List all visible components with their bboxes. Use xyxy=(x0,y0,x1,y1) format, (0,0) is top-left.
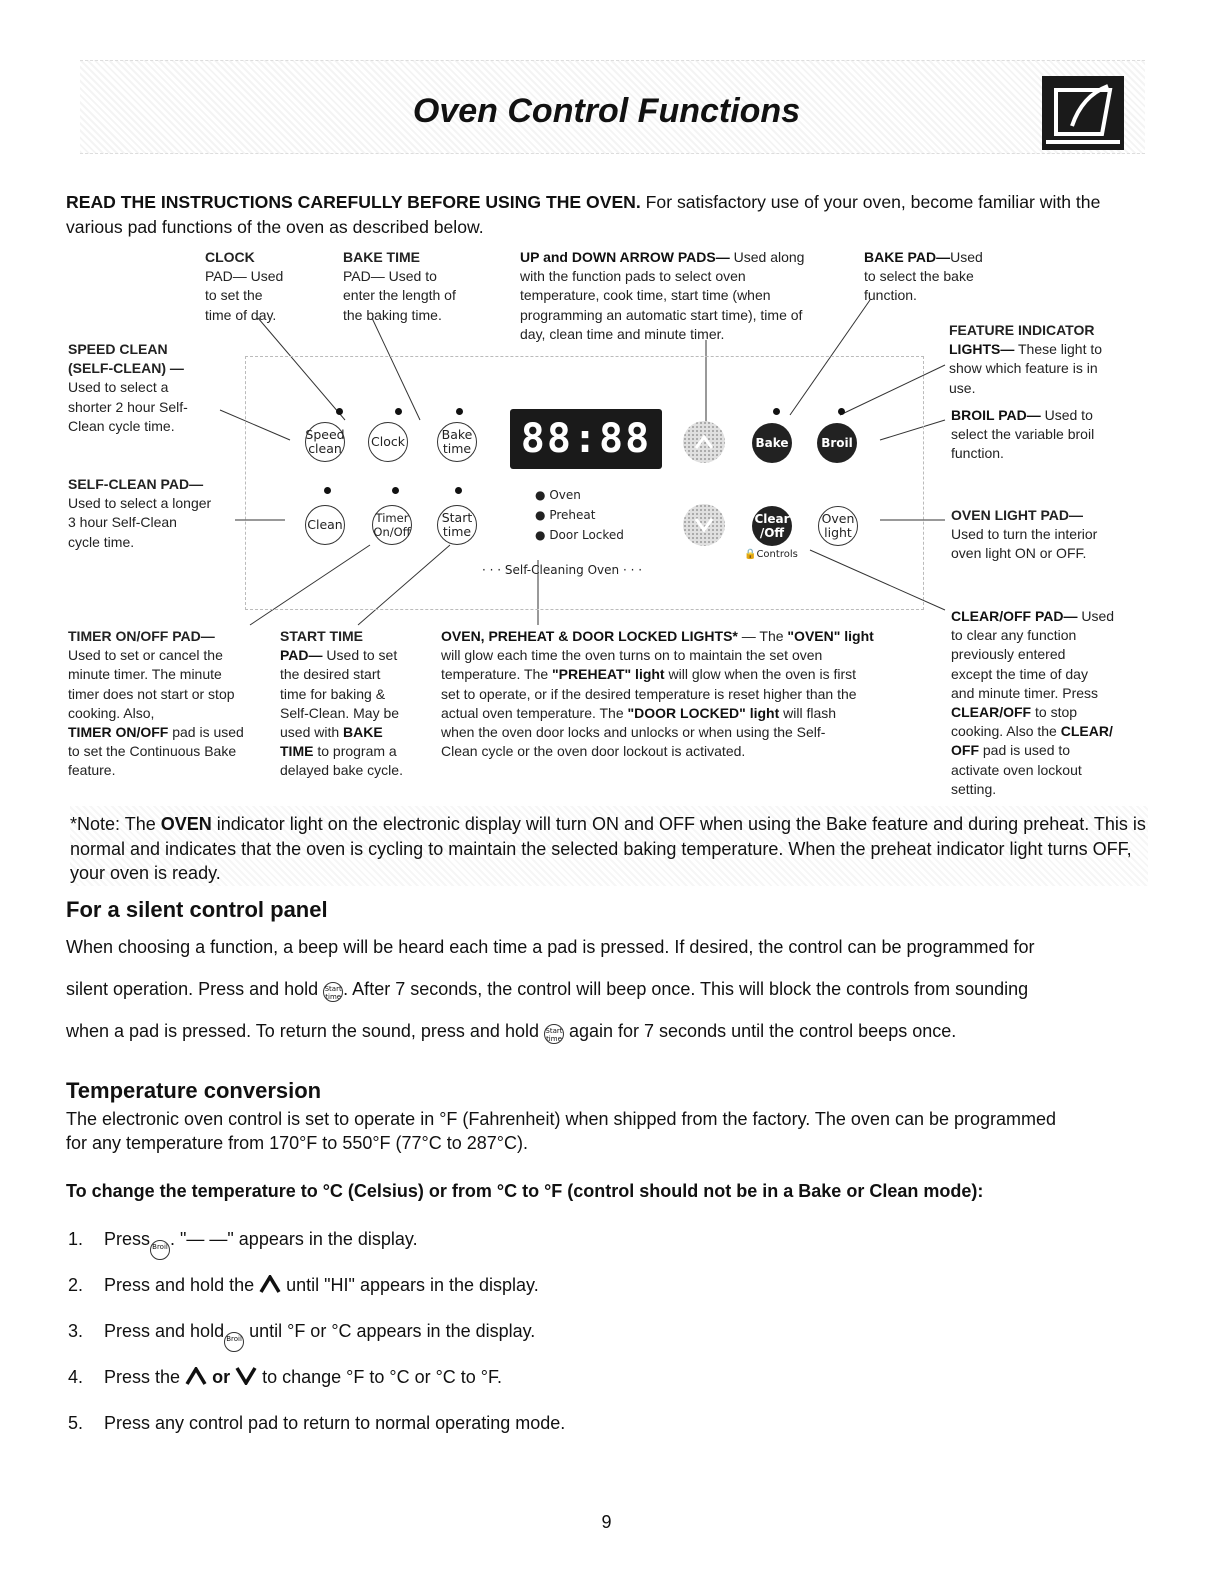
callout-line: PAD— Used to xyxy=(343,268,437,285)
callout-line: delayed bake cycle. xyxy=(280,762,403,779)
self-cleaning-label xyxy=(482,563,642,577)
callout-line: time of day. xyxy=(205,306,277,323)
callout-title: CLEAR/OFF PAD— xyxy=(951,608,1078,624)
callout-line: Self-Clean. May be xyxy=(280,704,400,721)
callout-line: temperature, cook time, start time (when xyxy=(520,287,771,304)
bake-time-pad[interactable]: Bake time xyxy=(437,422,477,462)
body-line: The electronic oven control is set to operate in °F (Fahrenheit) when shipped from the factory. The oven can be programmed xyxy=(66,1109,1057,1129)
pad-indicator-dot xyxy=(392,487,399,494)
callout-line: Used to turn the interior xyxy=(951,526,1098,543)
clock-pad[interactable]: Clock xyxy=(368,422,408,462)
callout-line: pad is used to xyxy=(979,742,1071,759)
pad-indicator-dot xyxy=(336,408,343,415)
callout-line: enter the length of xyxy=(343,287,456,304)
start-time-pad-icon: Start time xyxy=(544,1024,564,1044)
intro-text: For satisfactory use of your oven, become familiar with the various pad functions of the oven as described below. xyxy=(66,192,1101,237)
intro-bold: READ THE INSTRUCTIONS CAREFULLY BEFORE USING THE OVEN. xyxy=(66,192,641,212)
callout-title: (SELF-CLEAN) — xyxy=(68,360,184,377)
callout-line: Used along xyxy=(729,249,805,265)
dots: · · · xyxy=(482,563,502,577)
timer-on-off-pad[interactable]: Timer On/Off xyxy=(372,505,412,545)
clear-off-pad[interactable]: Clear /Off xyxy=(752,506,792,546)
step-3 xyxy=(68,1308,565,1354)
callout-line: show which feature is in xyxy=(949,360,1098,377)
broil-pad[interactable]: Broil xyxy=(817,423,857,463)
dots: · · · xyxy=(622,563,643,577)
clean-pad[interactable]: Clean xyxy=(305,505,345,545)
note-bold: OVEN xyxy=(160,814,212,834)
step-text: Press any control pad to return to normal operating mode. xyxy=(104,1413,566,1433)
callout-line: when the oven door locks and unlocks or when using the Self- xyxy=(441,724,826,741)
body-line: for any temperature from 170°F to 550°F (77°C to 287°C). xyxy=(66,1133,528,1153)
callout-line: — The xyxy=(737,628,788,644)
step-text: . "— —" appears in the display. xyxy=(170,1229,418,1249)
callout-line: use. xyxy=(949,379,976,396)
step-text: Press the xyxy=(104,1367,181,1387)
callout-line: function. xyxy=(951,445,1004,462)
callout-title: UP and DOWN ARROW PADS— xyxy=(520,249,730,265)
section-heading: For a silent control panel xyxy=(66,897,328,922)
steps-list xyxy=(68,1216,565,1446)
silent-body xyxy=(66,926,1156,1052)
up-arrow-pad[interactable] xyxy=(683,421,725,463)
indicator-preheat: Preheat xyxy=(549,508,596,522)
callout-line: cooking. Also the xyxy=(951,723,1061,740)
digital-display: 88:88 xyxy=(510,409,662,469)
note-text: *Note: The xyxy=(70,814,161,834)
callout-line: will flash xyxy=(779,704,837,721)
callout-line: to program a xyxy=(313,743,397,760)
note-text: indicator light on the electronic display will turn ON and OFF when using the Bake feature and during preheat. This is normal and indicates that the oven is cycling to maintain the selected baking temperature. When the preheat indicator light turns OFF, your oven is ready. xyxy=(70,814,1146,883)
step-2 xyxy=(68,1262,565,1308)
oven-note xyxy=(70,812,1155,886)
callout-line: Used to select a xyxy=(68,379,169,396)
step-text: Press and hold xyxy=(104,1321,225,1341)
callout-line: select the variable broil xyxy=(951,426,1095,443)
bake-pad[interactable]: Bake xyxy=(752,423,792,463)
callout-line: will glow each time the oven turns on to maintain the set oven xyxy=(441,647,823,664)
indicator-door-locked: Door Locked xyxy=(549,528,624,542)
step-number: 1. xyxy=(68,1229,84,1249)
callout-line: to stop xyxy=(1031,704,1078,721)
callout-line: Used to set or cancel the xyxy=(68,647,223,664)
indicator-oven: Oven xyxy=(549,488,581,502)
pad-indicator-dot xyxy=(773,408,780,415)
callout-line: oven light ON or OFF. xyxy=(951,545,1087,562)
indicator-list xyxy=(535,485,624,545)
up-arrow-icon xyxy=(185,1367,207,1385)
step-text: until "HI" appears in the display. xyxy=(286,1275,539,1295)
callout-line: Used to xyxy=(1040,407,1093,423)
temp-body xyxy=(66,1107,1156,1155)
step-4 xyxy=(68,1354,565,1400)
callout-title: CLOCK xyxy=(205,249,255,265)
silent-section xyxy=(66,897,328,923)
controls-lock-label xyxy=(744,549,798,560)
down-arrow-pad[interactable] xyxy=(683,504,725,546)
callout-line: shorter 2 hour Self- xyxy=(68,398,188,415)
body-line: again for 7 seconds until the control beeps once. xyxy=(563,1021,957,1041)
indicator-dot: ● xyxy=(535,528,546,542)
callout-line: to clear any function xyxy=(951,627,1077,644)
step-text: Press xyxy=(104,1229,151,1249)
callout-line: feature. xyxy=(68,762,116,779)
callout-bold: CLEAR/ xyxy=(1060,723,1113,740)
callout-line: to set the Continuous Bake xyxy=(68,743,237,760)
callout-line: pad is used xyxy=(168,724,244,741)
page-title: Oven Control Functions xyxy=(412,92,801,130)
callout-line: timer does not start or stop xyxy=(68,685,235,702)
callout-line: Used to set xyxy=(322,647,398,664)
callout-title: FEATURE INDICATOR xyxy=(949,322,1095,338)
callout-title: BROIL PAD— xyxy=(951,407,1041,423)
lock-icon: 🔒 xyxy=(744,549,757,560)
callout-line: temperature. The xyxy=(441,666,553,683)
callout-line: the baking time. xyxy=(343,306,442,323)
callout-line: to set the xyxy=(205,287,263,304)
up-arrow-icon xyxy=(694,435,714,449)
callout-bold: TIME xyxy=(280,743,314,760)
indicator-dot: ● xyxy=(535,488,546,502)
callout-line: set to operate, or if the desired temperature is reset higher than the xyxy=(441,685,857,702)
callout-bold: BAKE xyxy=(343,724,383,741)
step-text: to change °F to °C or °C to °F. xyxy=(262,1367,502,1387)
body-line: When choosing a function, a beep will be heard each time a pad is pressed. If desired, the control can be programmed for xyxy=(66,937,1035,957)
callout-line: will glow when the oven is first xyxy=(664,666,857,683)
callout-line: activate oven lockout xyxy=(951,761,1082,778)
callout-line: cooking. Also, xyxy=(68,704,155,721)
callout-line: except the time of day xyxy=(951,665,1088,682)
callout-line: previously entered xyxy=(951,646,1066,663)
callout-title: OVEN LIGHT PAD— xyxy=(951,507,1083,523)
step-1 xyxy=(68,1216,565,1262)
callout-line: day, clean time and minute timer. xyxy=(520,325,725,342)
callout-line: PAD— Used xyxy=(205,268,284,285)
callout-bold: PAD— xyxy=(280,647,323,664)
callout-line: minute timer. The minute xyxy=(68,666,222,683)
body-line: when a pad is pressed. To return the sound, press and hold xyxy=(66,1021,544,1041)
body-line: silent operation. Press and hold xyxy=(66,979,324,999)
body-line: . After 7 seconds, the control will beep once. This will block the controls from sounding xyxy=(343,979,1029,999)
callout-line: actual oven temperature. The xyxy=(441,704,628,721)
pad-indicator-dot xyxy=(838,408,845,415)
oven-light-pad[interactable]: Oven light xyxy=(818,506,858,546)
start-time-pad-icon: Start time xyxy=(323,982,343,1002)
callout-bold: OFF xyxy=(951,742,979,759)
page-number: 9 xyxy=(601,1512,612,1532)
callout-line: Clean cycle or the oven door lockout is activated. xyxy=(441,743,746,760)
callout-line: These light to xyxy=(1014,341,1103,358)
callout-title: LIGHTS— xyxy=(949,341,1015,358)
callout-line: Used xyxy=(950,249,983,265)
callout-line: 3 hour Self-Clean xyxy=(68,514,177,531)
callout-title: START TIME xyxy=(280,628,363,644)
step-text: or xyxy=(212,1367,231,1387)
callout-title: SPEED CLEAN xyxy=(68,341,168,357)
down-arrow-icon xyxy=(235,1367,257,1385)
start-time-pad[interactable]: Start time xyxy=(437,505,477,545)
pad-indicator-dot xyxy=(395,408,402,415)
callout-bold: TIMER ON/OFF xyxy=(68,724,169,741)
step-number: 4. xyxy=(68,1367,84,1387)
callout-line: Used to select a longer xyxy=(68,495,212,512)
callout-line: to select the bake xyxy=(864,268,974,285)
callout-line: used with xyxy=(280,724,344,741)
callout-line: cycle time. xyxy=(68,533,135,550)
pad-indicator-dot xyxy=(455,487,462,494)
callout-title: TIMER ON/OFF PAD— xyxy=(68,628,215,644)
step-number: 3. xyxy=(68,1321,84,1341)
callout-line: function. xyxy=(864,287,917,304)
callout-title: BAKE TIME xyxy=(343,249,420,265)
section-heading: Temperature conversion xyxy=(66,1078,322,1103)
self-cleaning-text: Self-Cleaning Oven xyxy=(504,563,620,577)
step-text: until °F or °C appears in the display. xyxy=(249,1321,536,1341)
pad-indicator-dot xyxy=(324,487,331,494)
temp-section xyxy=(66,1078,321,1104)
callout-bold: CLEAR/OFF xyxy=(951,704,1032,721)
callout-line: the desired start xyxy=(280,666,381,683)
down-arrow-icon xyxy=(694,518,714,532)
step-number: 2. xyxy=(68,1275,84,1295)
callout-line: with the function pads to select oven xyxy=(520,268,746,285)
temp-subheading: To change the temperature to °C (Celsius) or from °C to °F (control should not be in a Bake or Clean mode): xyxy=(66,1181,984,1201)
callout-title: BAKE PAD— xyxy=(864,249,951,265)
indicator-dot: ● xyxy=(535,508,546,522)
broil-pad-icon: Broil xyxy=(150,1240,170,1260)
speed-clean-pad[interactable]: Speed clean xyxy=(305,422,345,462)
callout-bold: "DOOR LOCKED" light xyxy=(627,704,780,721)
callout-line: and minute timer. Press xyxy=(951,684,1099,701)
callout-line: programming an automatic start time), time of xyxy=(520,306,803,323)
up-arrow-icon xyxy=(259,1275,281,1293)
pad-indicator-dot xyxy=(456,408,463,415)
broil-pad-icon: Broil xyxy=(224,1332,244,1352)
callout-bold: "OVEN" light xyxy=(787,628,874,644)
controls-text: Controls xyxy=(756,549,798,560)
callout-title: SELF-CLEAN PAD— xyxy=(68,476,204,492)
step-number: 5. xyxy=(68,1413,84,1433)
callout-bold: "PREHEAT" light xyxy=(552,666,665,683)
step-text: Press and hold the xyxy=(104,1275,255,1295)
callout-line: Used xyxy=(1077,608,1115,624)
callout-line: setting. xyxy=(951,780,997,797)
callout-title: OVEN, PREHEAT & DOOR LOCKED LIGHTS* xyxy=(441,628,738,644)
callout-line: Clean cycle time. xyxy=(68,417,175,434)
step-5 xyxy=(68,1400,565,1446)
callout-line: time for baking & xyxy=(280,685,386,702)
